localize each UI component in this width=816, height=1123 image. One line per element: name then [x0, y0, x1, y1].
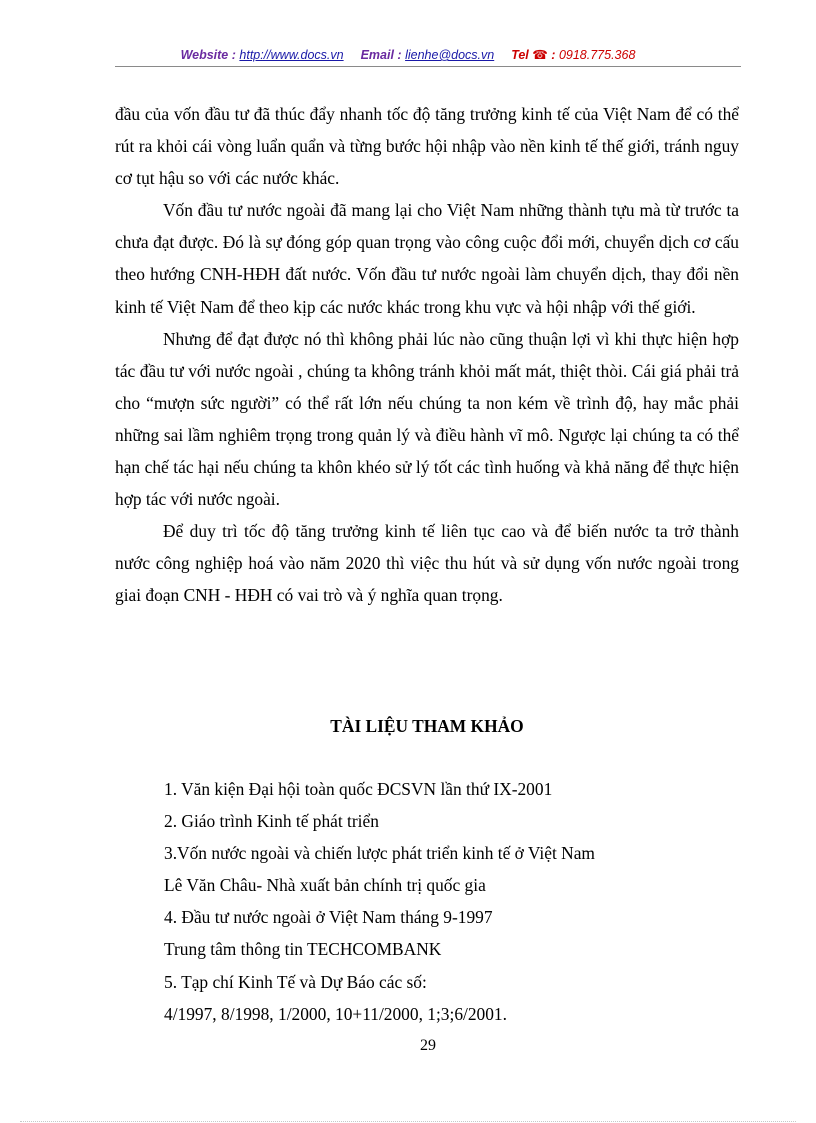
website-label: Website : — [180, 48, 236, 62]
page-header — [0, 47, 816, 62]
reference-line: 4/1997, 8/1998, 1/2000, 10+11/2000, 1;3;6/2001. — [164, 1003, 507, 1024]
body-text — [115, 98, 739, 612]
reference-line: Lê Văn Châu- Nhà xuất bản chính trị quốc gia — [164, 875, 486, 896]
reference-line: Trung tâm thông tin TECHCOMBANK — [164, 939, 442, 960]
tel-label: Tel ☎ : — [511, 48, 556, 62]
reference-line: 5. Tạp chí Kinh Tế và Dự Báo các số: — [164, 971, 427, 992]
email-link[interactable]: lienhe@docs.vn — [405, 48, 495, 62]
email-separator: : — [397, 48, 402, 62]
reference-line: 1. Văn kiện Đại hội toàn quốc ĐCSVN lần thứ IX-2001 — [164, 779, 553, 799]
email-label: Email — [360, 48, 394, 62]
references-list — [164, 773, 744, 1030]
paragraph-1: đầu của vốn đầu tư đã thúc đẩy nhanh tốc độ tăng trưởng kinh tế của Việt Nam để có thể rút ra khỏi cái vòng luẩn quẩn và từng bước hội nhập vào nền kinh tế thế giới, tránh nguy cơ tụt hậu so với các nước khác. — [115, 104, 739, 189]
paragraph-3: Nhưng để đạt được nó thì không phải lúc nào cũng thuận lợi vì khi thực hiện hợp tác đầu tư với nước ngoài , chúng ta không tránh khỏi mất mát, thiệt thòi. Cái giá phải trả cho “mượn sức người” có thể rất lớn nếu chúng ta non kém về trình độ, hay mắc phải những sai lầm nghiêm trọng trong quản lý và điều hành vĩ mô. Ngược lại chúng ta có thể hạn chế tác hại nếu chúng ta khôn khéo sử lý tốt các tình huống và khả năng để thực hiện hợp tác với nước ngoài. — [115, 328, 739, 510]
website-link[interactable]: http://www.docs.vn — [239, 48, 344, 62]
page-number: 29 — [420, 1037, 436, 1054]
reference-line: 2. Giáo trình Kinh tế phát triển — [164, 811, 379, 832]
reference-line: 3.Vốn nước ngoài và chiến lược phát triển kinh tế ở Việt Nam — [164, 843, 595, 864]
header-divider — [115, 66, 741, 67]
page-bottom-rule — [20, 1121, 796, 1122]
paragraph-2: Vốn đầu tư nước ngoài đã mang lại cho Việt Nam những thành tựu mà từ trước ta chưa đạt được. Đó là sự đóng góp quan trọng vào công cuộc đổi mới, chuyển dịch cơ cấu theo hướng CNH-HĐH đất nước. Vốn đầu tư nước ngoài làm chuyển dịch, thay đổi nền kinh tế Việt Nam để theo kịp các nước khác trong khu vực và hội nhập với thế giới. — [115, 200, 739, 317]
tel-number: 0918.775.368 — [558, 48, 636, 62]
paragraph-4: Để duy trì tốc độ tăng trưởng kinh tế liên tục cao và để biến nước ta trở thành nước công nghiệp hoá vào năm 2020 thì việc thu hút và sử dụng vốn nước ngoài trong giai đoạn CNH - HĐH có vai trò và ý nghĩa quan trọng. — [115, 521, 739, 606]
reference-line: 4. Đầu tư nước ngoài ở Việt Nam tháng 9-1997 — [164, 907, 493, 928]
references-title: TÀI LIỆU THAM KHẢO — [330, 716, 524, 736]
